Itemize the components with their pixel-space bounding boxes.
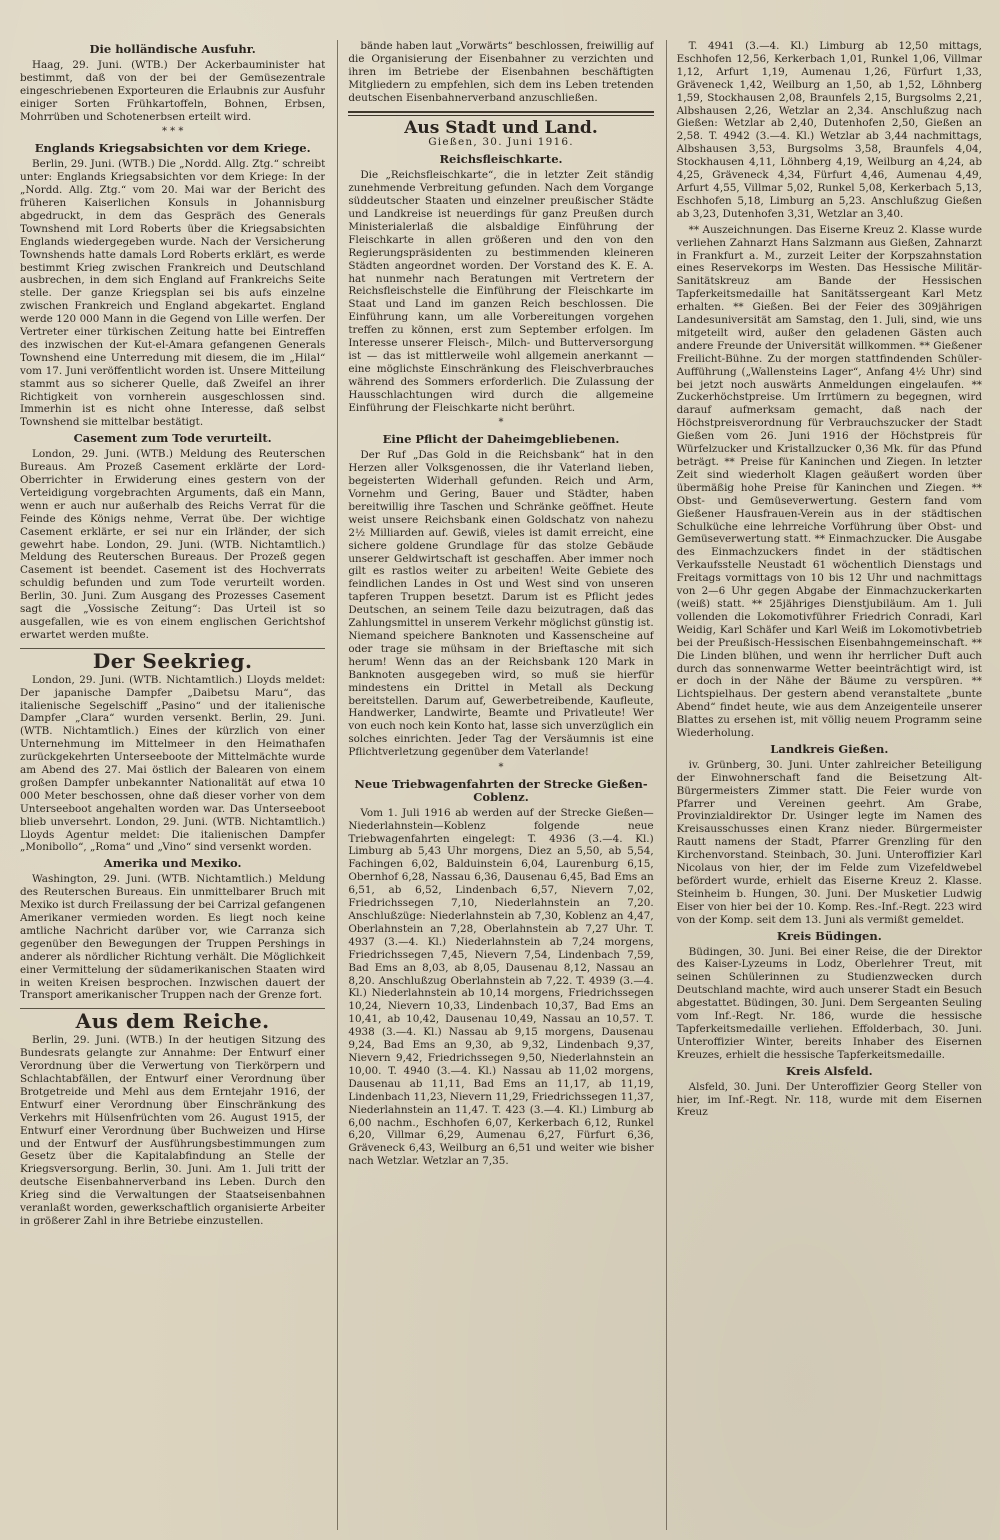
article-kreis-buedingen: Büdingen, 30. Juni. Bei einer Reise, die der Direktor des Kaiser-Lyzeums in Lodz, Oberlehrer Treut, mit seinen Schülerinnen zu Studienzwecken durch Deutschland machte, wird auch unserer Stadt ein Besuch abgestattet. Büdingen, 30. Juni. Dem Sergeanten Seuling vom Inf.-Regt. Nr. 186, wurde die hessische Tapferkeitsmedaille verliehen. Effolderbach, 30. Juni. Unteroffizier Winter, bereits Inhaber des Eisernen Kreuzes, erhielt die hessische Tapferkeitsmedaille.	[676, 945, 982, 1061]
article-triebwagen-continued: T. 4941 (3.—4. Kl.) Limburg ab 12,50 mittags, Eschhofen 12,56, Kerkerbach 1,01, Runkel 1,06, Villmar 1,12, Arfurt 1,19, Aumenau 1,26, Fürfurt 1,33, Gräveneck 1,42, Weilburg an 1,50, ab 1,52, Löhnberg 1,59, Stockhausen 2,08, Braunfels 2,15, Burgsolms 2,21, Albshausen 2,26, Wetzlar an 2,34. Anschlußzug nach Gießen: Wetzlar ab 2,40, Dutenhofen 2,50, Gießen an 2,58. T. 4942 (3.—4. Kl.) Wetzlar ab 3,44 nachmittags, Albshausen 3,53, Burgsolms 3,58, Braunfels 4,04, Stockhausen 4,11, Löhnberg 4,19, Weilburg an 4,24, ab 4,25, Gräveneck 4,34, Fürfurt 4,46, Aumenau 4,49, Arfurt 4,55, Villmar 5,02, Runkel 5,08, Kerkerbach 5,13, Eschhofen 5,18, Limburg an 5,23. Anschlußzug Gießen ab 3,23, Dutenhofen 3,31, Wetzlar an 3,40.	[676, 40, 982, 220]
heading-kreis-buedingen: Kreis Büdingen.	[776, 928, 882, 943]
article-hollaendische-ausfuhr: Haag, 29. Juni. (WTB.) Der Ackerbauminister hat bestimmt, daß von der bei der Gemüsezentrale eingeschriebenen Exporteuren die Erlaubnis zur Ausfuhr einiger Sorten Frühkartoffeln, Bohnen, Erbsen, Mohrrüben und Schotenerbsen erteilt wird.	[20, 58, 326, 123]
article-seekrieg: London, 29. Juni. (WTB. Nichtamtlich.) Lloyds meldet: Der japanische Dampfer „Daibetsu Maru“, das italienische Segelschiff „Pasino“ und der italienische Dampfer „Clara“ wurden versenkt. Berlin, 29. Juni. (WTB. Nichtamtlich.) Eines der kürzlich von einer Unternehmung im Mittelmeer in den Heimathafen zurückgekehrten Unterseeboote der Mittelmächte wurde am Abend des 27. Mai östlich der Balearen von einem großen Dampfer unbekannter Nationalität auf etwa 10 000 Meter beschossen, ohne daß dieser vorher von dem Unterseeboot angehalten worden war. Das Unterseeboot blieb unversehrt. London, 29. Juni. (WTB. Nichtamtlich.) Lloyds Agentur meldet: Die italienischen Dampfer „Monibollo“, „Roma“ und „Vino“ sind versenkt worden.	[20, 673, 326, 854]
article-amerika-mexiko: Washington, 29. Juni. (WTB. Nichtamtlich.) Meldung des Reuterschen Bureaus. Ein unmittelbarer Bruch mit Mexiko ist durch Freilassung der bei Carrizal gefangenen Amerikaner vermieden worden. Es liegt noch keine amtliche Nachricht darüber vor, wie Carranza sich gegenüber den Bewegungen der Truppen Pershings in anderer als nördlicher Richtung verhält. Die Möglichkeit einer Vermittelung der südamerikanischen Staaten wird in weiten Kreisen besprochen. Inzwischen dauert der Transport amerikanischer Truppen nach der Grenze fort.	[20, 873, 326, 1002]
heading-reichsfleischkarte: Reichsfleischkarte.	[439, 152, 563, 167]
heading-aus-dem-reiche: Aus dem Reiche.	[75, 1009, 270, 1034]
column-middle	[337, 40, 653, 1530]
article-englands-kriegsabsichten: Berlin, 29. Juni. (WTB.) Die „Nordd. Allg. Ztg.“ schreibt unter: Englands Kriegsabsichten vor dem Kriege: In der „Nordd. Allg. Ztg.“ vom 20. Mai war der Bericht des früheren Kaiserlichen Konsuls in Johannisburg abgedruckt, in dem das Gespräch des Generals Townshend mit Lord Roberts über die Kriegsabsichten Englands wiedergegeben wurde. Nach der Versicherung Townshends hatte damals Lord Roberts erklärt, es werde bestimmt Krieg zwischen Frankreich und Deutschland ausbrechen, in dem sich England auf Frankreichs Seite stelle. Der ganze Kriegsplan sei bis aufs einzelne zwischen Frankreich und England abgekartet. England werde 120 000 Mann in die Gegend von Lille werfen. Der Vertreter einer türkischen Zeitung hatte bei Eintreffen des inzwischen der Kut-el-Amara gefangenen Generals Townshend eine Unterredung mit diesem, die im „Hilal“ vom 17. Juni veröffentlicht worden ist. Unsere Mitteilung stammt aus so sicherer Quelle, daß Zweifel an ihrer Richtigkeit von vornherein ausgeschlossen sind. Immerhin ist es nicht ohne Interesse, daß selbst Townshend sie mittelbar bestätigt.	[20, 158, 326, 429]
heading-seekrieg: Der Seekrieg.	[92, 648, 253, 673]
article-kreis-alsfeld: Alsfeld, 30. Juni. Der Unteroffizier Georg Steller von hier, im Inf.-Regt. Nr. 118, wurde mit dem Eisernen Kreuz	[676, 1080, 982, 1119]
article-triebwagenfahrten: Vom 1. Juli 1916 ab werden auf der Strecke Gießen—Niederlahnstein—Koblenz folgende neue Triebwagenfahrten eingelegt: T. 4936 (3.—4. Kl.) Limburg ab 5,43 Uhr morgens, Diez an 5,50, ab 5,54, Fachingen 6,02, Balduinstein 6,04, Laurenburg 6,15, Obernhof 6,28, Nassau 6,36, Dausenau 6,45, Bad Ems an 6,51, ab 6,52, Lindenbach 6,57, Nievern 7,02, Friedrichssegen 7,10, Niederlahnstein an 7,20. Anschlußzüge: Niederlahnstein ab 7,30, Koblenz an 4,47, Oberlahnstein an 7,28, Oberlahnstein ab 7,27 Uhr. T. 4937 (3.—4. Kl.) Niederlahnstein ab 7,24 morgens, Friedrichssegen 7,45, Nievern 7,54, Lindenbach 7,59, Bad Ems an 8,03, ab 8,05, Dausenau 8,12, Nassau an 8,20. Anschlußzug Oberlahnstein ab 7,22. T. 4939 (3.—4. Kl.) Niederlahnstein ab 10,14 morgens, Friedrichssegen 10,24, Nievern 10,33, Lindenbach 10,37, Bad Ems an 10,41, ab 10,42, Dausenau 10,49, Nassau an 10,57. T. 4938 (3.—4. Kl.) Nassau ab 9,15 morgens, Dausenau 9,24, Bad Ems an 9,30, ab 9,32, Lindenbach 9,37, Nievern 9,42, Friedrichssegen 9,50, Niederlahnstein an 10,00. T. 4940 (3.—4. Kl.) Nassau ab 11,02 morgens, Dausenau ab 11,11, Bad Ems an 11,17, ab 11,19, Lindenbach 11,23, Nievern 11,29, Friedrichssegen 11,37, Niederlahnstein an 11,47. T. 423 (3.—4. Kl.) Limburg ab 6,00 nachm., Eschhofen 6,07, Kerkerbach 6,12, Runkel 6,20, Villmar 6,29, Aumenau 6,27, Fürfurt 6,36, Gräveneck 6,43, Weilburg an 6,51 und weiter wie bisher nach Wetzlar. Wetzlar an 7,35.	[348, 806, 654, 1168]
column-right	[666, 40, 982, 1530]
article-casement: London, 29. Juni. (WTB.) Meldung des Reuterschen Bureaus. Am Prozeß Casement erklärte der Lord-Oberrichter in Erwiderung eines gestern von der Verteidigung vorgebrachten Arguments, daß ein Mann, wenn er auch nur außerhalb des Reichs Verrat für die Feinde des Königs nehme, Verrat übe. Der wichtige Casement erklärte, er sei nur ein Irländer, der sich gewehrt habe. London, 29. Juni. (WTB. Nichtamtlich.) Meldung des Reuterschen Bureaus. Der Prozeß gegen Casement ist beendet. Casement ist des Hochverrats schuldig befunden und zum Tode verurteilt worden. Berlin, 30. Juni. Zum Ausgang des Prozesses Casement sagt die „Vossische Zeitung“: Das Urteil ist so ausgefallen, wie es von einem englischen Gerichtshof erwartet werden mußte.	[20, 448, 326, 641]
article-aus-dem-reiche: Berlin, 29. Juni. (WTB.) In der heutigen Sitzung des Bundesrats gelangte zur Annahme: Der Entwurf einer Verordnung über die Verwertung von Tierkörpern und Schlachtabfällen, der Entwurf einer Verordnung über Brotgetreide und Mehl aus dem Erntejahr 1916, der Entwurf einer Verordnung über Einschränkung des Verkehrs mit Hülsenfrüchten vom 26. August 1915, der Entwurf einer Verordnung über Buchweizen und Hirse und der Entwurf der Ausführungsbestimmungen zum Gesetz über die Kapitalabfindung an Stelle der Kriegsversorgung. Berlin, 30. Juni. Am 1. Juli tritt der deutsche Eisenbahnerverband ins Leben. Durch den Krieg sind die Verwaltungen der Staatseisenbahnen veranlaßt worden, gewerkschaftlich organisierte Arbeiter in größerer Zahl in ihre Betriebe einzustellen.	[20, 1034, 326, 1227]
dateline: Gießen, 30. Juni 1916.	[428, 136, 574, 149]
heading-kreis-alsfeld: Kreis Alsfeld.	[785, 1063, 873, 1078]
separator-asterisk: *	[498, 417, 504, 429]
article-local-notes: ** Auszeichnungen. Das Eiserne Kreuz 2. Klasse wurde verliehen Zahnarzt Hans Salzmann aus Gießen, Zahnarzt in Frankfurt a. M., zurzeit Leiter der Korpszahnstation eines Reservekorps im Westen. Das Hessische Militär-Sanitätskreuz am Bande der Hessischen Tapferkeitsmedaille hat Sanitätssergeant Karl Metz erhalten. ** Gießen. Bei der Feier des 309jährigen Landesuniversität am Samstag, den 1. Juli, sind, wie uns mitgeteilt wird, außer den geladenen Gästen auch andere Freunde der Universität willkommen. ** Gießener Freilicht-Bühne. Zu der morgen stattfindenden Schüler-Aufführung („Wallensteins Lager“, Anfang 4½ Uhr) sind bei jetzt noch auswärts Anmeldungen eingelaufen. ** Zuckerhöchstpreise. Um Irrtümern zu begegnen, wird darauf aufmerksam gemacht, daß nach der Höchstpreisverordnung für Verbrauchszucker der Stadt Gießen vom 26. Juni 1916 der Höchstpreis für Würfelzucker und Kristallzucker 0,36 Mk. für das Pfund beträgt. ** Preise für Kaninchen und Ziegen. In letzter Zeit sind wiederholt Klagen geäußert worden über übermäßig hohe Preise für Kaninchen und Ziegen. ** Obst- und Gemüseverwertung. Gestern fand vom Gießener Hausfrauen-Verein aus in der städtischen Schulküche eine lehrreiche Vorführung über Obst- und Gemüseverwertung statt. ** Einmachzucker. Die Ausgabe des Einmachzuckers findet in der städtischen Verkaufsstelle Neustadt 61 wöchentlich Dienstags und Freitags vormittags von 10 bis 12 Uhr und nachmittags von 2—6 Uhr gegen Abgabe der Einmachzuckerkarten (weiß) statt. ** 25jähriges Dienstjubiläum. Am 1. Juli vollenden die Lokomotivführer Friedrich Conradi, Karl Weidig, Karl Schäfer und Karl Weiß im Lokomotivbetrieb bei der Preußisch-Hessischen Eisenbahngemeinschaft. ** Die Linden blühen, und wenn ihr herrlicher Duft auch durch das sonnenwarme Wetter beeinträchtigt wird, ist er doch in der Nähe der Bäume zu verspüren. ** Lichtspielhaus. Der gestern abend veranstaltete „bunte Abend“ findet heute, wie aus dem Anzeigenteile unserer Blattes zu ersehen ist, mit völlig neuem Programm seine Wiederholung.	[676, 223, 982, 740]
heading-hollaendische-ausfuhr: Die holländische Ausfuhr.	[89, 42, 256, 56]
heading-landkreis-giessen: Landkreis Gießen.	[770, 741, 889, 756]
heading-casement: Casement zum Tode verurteilt.	[73, 431, 272, 446]
heading-pflicht-daheimgebliebenen: Eine Pflicht der Daheimgebliebenen.	[382, 432, 620, 447]
article-landkreis-giessen: iv. Grünberg, 30. Juni. Unter zahlreicher Beteiligung der Einwohnerschaft fand die Beisetzung Alt-Bürgermeisters Zimmer statt. Die Feier wurde von Pfarrer und Vereinen geehrt. Am Grabe, Provinzialdirektor Dr. Usinger legte im Namen des Kreisausschusses einen Kranz nieder. Bürgermeister Rautt namens der Stadt, Pfarrer Grenzling für den Kirchenvorstand. Steinbach, 30. Juni. Unteroffizier Karl Nicolaus von hier, der im Felde zum Vizefeldwebel befördert wurde, erhielt das Eiserne Kreuz 2. Klasse. Steinheim b. Hungen, 30. Juni. Der Musketier Ludwig Eiser von hier bei der 10. Komp. Res.-Inf.-Regt. 223 wird von der Komp. seit dem 13. Juni als vermißt gemeldet.	[676, 758, 982, 926]
heading-triebwagenfahrten: Neue Triebwagenfahrten der Strecke Gießen-Coblenz.	[354, 776, 648, 804]
article-pflicht-daheimgebliebenen: Der Ruf „Das Gold in die Reichsbank“ hat in den Herzen aller Volksgenossen, die ihr Vaterland lieben, begeisterten Widerhall gefunden. Reich und Arm, Vornehm und Gering, Bauer und Städter, haben bereitwillig ihre Taschen und Schränke geöffnet. Heute weist unsere Reichsbank einen Goldschatz von nahezu 2½ Milliarden auf. Gewiß, vieles ist damit erreicht, eine sichere goldene Grundlage für das stolze Gebäude unserer Geldwirtschaft ist geschaffen. Aber immer noch gilt es rastlos weiter zu arbeiten! Weite Gebiete des feindlichen Landes in Ost und West sind von unseren tapferen Truppen besetzt. Darum ist es Pflicht jedes Deutschen, an seinem Teile dazu beizutragen, daß das Zahlungsmittel in unserem Verkehr möglichst günstig ist. Niemand speichere Banknoten und Kassenscheine auf oder trage sie mühsam in der Brieftasche mit sich herum! Wenn das an der Reichsbank 120 Mark in Banknoten ausgegeben wird, so muß sie hierfür mindestens ein Drittel in Metall als Deckung bereitstellen. Darum auf, Gewerbetreibende, Kaufleute, Handwerker, Landwirte, Beamte und Privatleute! Wer von euch noch kein Konto hat, lasse sich unverzüglich ein solches einrichten. Jeder Tag der Versäumnis ist eine Pflichtverletzung gegenüber dem Vaterlande!	[348, 449, 654, 759]
heading-englands-kriegsabsichten: Englands Kriegsabsichten vor dem Kriege.	[34, 141, 311, 156]
article-continuation: bände haben laut „Vorwärts“ beschlossen, freiwillig auf die Organisierung der Eisenbahner zu verzichten und ihren im Betriebe der Eisenbahnen beschäftigten Mitgliedern zu empfehlen, sich dem ins Leben tretenden deutschen Eisenbahnerverband anzuschließen.	[348, 40, 654, 104]
heading-amerika-mexiko: Amerika und Mexiko.	[103, 856, 242, 871]
separator-asterisk: *	[498, 762, 504, 774]
double-rule	[348, 111, 653, 116]
article-reichsfleischkarte: Die „Reichsfleischkarte“, die in letzter Zeit ständig zunehmende Verbreitung gefunden. Nach dem Vorgange süddeutscher Staaten und einzelner preußischer Städte und Landkreise ist neuerdings für ganz Preußen durch Ministerialerlaß die alsbaldige Einführung der Fleischkarte in allen größeren und den von den Regierungspräsidenten zu bestimmenden kleineren Städten angeordnet worden. Der Vorstand des K. E. A. hat nunmehr nach Beratungen mit Vertretern der Reichsfleischstelle die Einführung der Fleischkarte im Staat und Land im ganzen Reich beschlossen. Die Einführung kann, um alle Vorbereitungen vorgehen treffen zu können, erst zum September erfolgen. Im Interesse unserer Fleisch-, Milch- und Butterversorgung ist — das ist mittlerweile wohl allgemein anerkannt — eine möglichste Einschränkung des Fleischverbrauches während des Sommers erforderlich. Die Zulassung der Hausschlachtungen wird durch die allgemeine Einführung der Fleischkarte nicht berührt.	[348, 169, 654, 414]
column-left	[20, 40, 325, 1530]
separator-asterisks: * * *	[161, 126, 184, 138]
heading-aus-stadt-und-land: Aus Stadt und Land.	[404, 117, 598, 138]
